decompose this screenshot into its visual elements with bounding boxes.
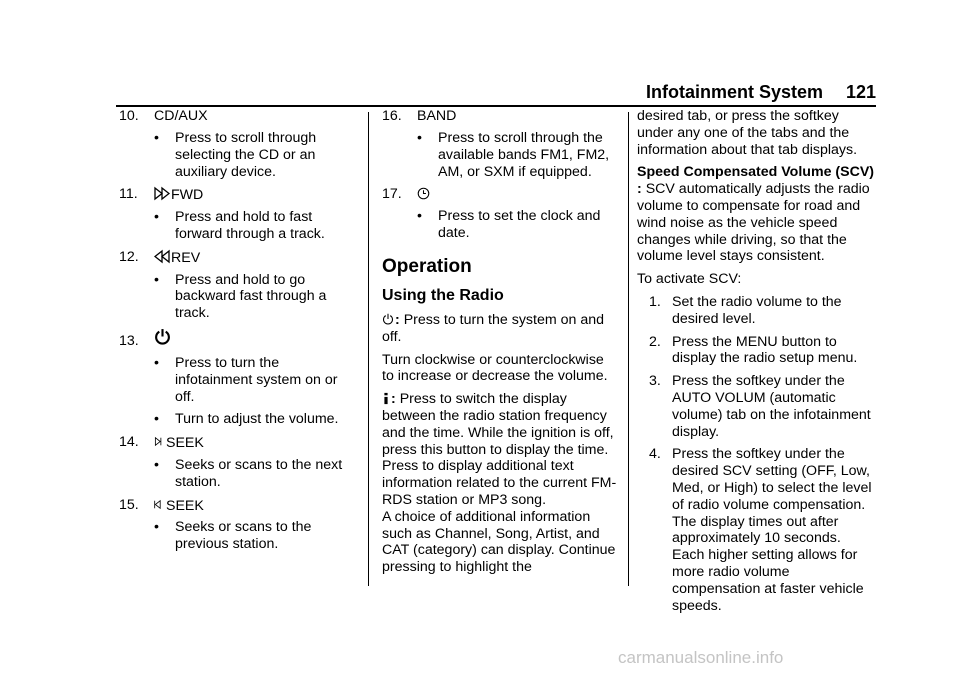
header-rule bbox=[116, 105, 876, 107]
step-item: 4. Press the softkey under the desired SCV setting (OFF, Low, Med, or High) to select the level of radio volume compensation. The display times out after approximately 10 seconds. Each higher setting allows for more radio volume compensation at faster vehicle speeds. bbox=[649, 446, 872, 614]
rewind-icon bbox=[154, 249, 170, 264]
bullet-item: • Press to scroll through selecting the CD or an auxiliary device. bbox=[154, 130, 317, 180]
seek-next-icon bbox=[154, 434, 165, 449]
bullet-item: • Press to turn the infotainment system on or off. bbox=[154, 354, 338, 405]
item-label: SEEK bbox=[166, 435, 204, 452]
bullet-item: • Press to scroll through the available bands FM1, FM2, AM, or SXM if equipped. bbox=[417, 130, 610, 180]
power-icon bbox=[154, 328, 171, 345]
item-label: CD/AUX bbox=[154, 108, 208, 124]
heading-operation: Operation bbox=[382, 255, 472, 277]
power-icon bbox=[382, 313, 394, 325]
list-item-12: 12. REV bbox=[119, 248, 201, 266]
list-item-14: 14. SEEK bbox=[119, 434, 204, 452]
list-item-16: 16. BAND bbox=[382, 108, 457, 124]
info-paragraph-cont: A choice of additional information such as Channel, Song, Artist, and CAT (category) can display. Continue pressing to highlight the bbox=[382, 508, 616, 576]
volume-paragraph: Turn clockwise or counterclockwise to increase or decrease the volume. bbox=[382, 351, 608, 385]
power-paragraph: : Press to turn the system on and off. bbox=[382, 311, 604, 345]
column-3 bbox=[637, 108, 877, 620]
list-item-13: 13. bbox=[119, 328, 351, 350]
clock-icon bbox=[417, 187, 430, 200]
bullet-item: • Seeks or scans to the next station. bbox=[154, 456, 343, 490]
fast-forward-icon bbox=[154, 186, 170, 201]
info-icon bbox=[382, 392, 390, 405]
step-item: 1. Set the radio volume to the desired level. bbox=[649, 293, 842, 327]
scv-paragraph: Speed Compensated Volume (SCV) : SCV automatically adjusts the radio volume to compensate for road and wind noise as the vehicle speed changes while driving, so that the volume level stays consistent. bbox=[637, 164, 875, 265]
page-header bbox=[0, 80, 960, 110]
column-2 bbox=[382, 108, 617, 582]
bullet-item: • Press and hold to fast forward through a track. bbox=[154, 209, 325, 242]
item-label: REV bbox=[171, 249, 201, 266]
step-item: 2. Press the MENU button to display the radio setup menu. bbox=[649, 333, 858, 367]
column-divider bbox=[368, 112, 369, 586]
info-paragraph: : Press to switch the display between the radio station frequency and the time. While the ignition is off, press this button to display the time. Press to display additional text information related to the current FM-RDS station or MP3 song. bbox=[382, 391, 617, 508]
bullet-item: • Press to set the clock and date. bbox=[417, 208, 601, 242]
item-label: FWD bbox=[171, 187, 204, 204]
seek-previous-icon bbox=[154, 497, 165, 512]
subheading-using-radio: Using the Radio bbox=[382, 286, 504, 304]
item-label: BAND bbox=[417, 108, 457, 124]
step-item: 3. Press the softkey under the AUTO VOLUM (automatic volume) tab on the infotainment display. bbox=[649, 373, 871, 440]
page-number: 121 bbox=[846, 82, 877, 102]
item-label: SEEK bbox=[166, 497, 204, 514]
section-title: Infotainment System bbox=[646, 82, 824, 102]
bullet-item: • Turn to adjust the volume. bbox=[154, 411, 339, 428]
list-item-11: 11. FWD bbox=[119, 186, 204, 204]
tab-paragraph: desired tab, or press the softkey under any one of the tabs and the information about that tab displays. bbox=[637, 108, 858, 158]
watermark: carmanualsonline.info bbox=[618, 648, 784, 667]
column-1 bbox=[119, 108, 351, 559]
list-item-10: 10. CD/AUX bbox=[119, 108, 208, 124]
list-item-15: 15. SEEK bbox=[119, 496, 204, 514]
activate-label: To activate SCV: bbox=[637, 271, 742, 288]
bullet-item: • Press and hold to go backward fast through a track. bbox=[154, 271, 327, 322]
column-divider bbox=[628, 112, 629, 586]
list-item-17: 17. bbox=[382, 186, 617, 203]
bullet-item: • Seeks or scans to the previous station. bbox=[154, 519, 312, 553]
